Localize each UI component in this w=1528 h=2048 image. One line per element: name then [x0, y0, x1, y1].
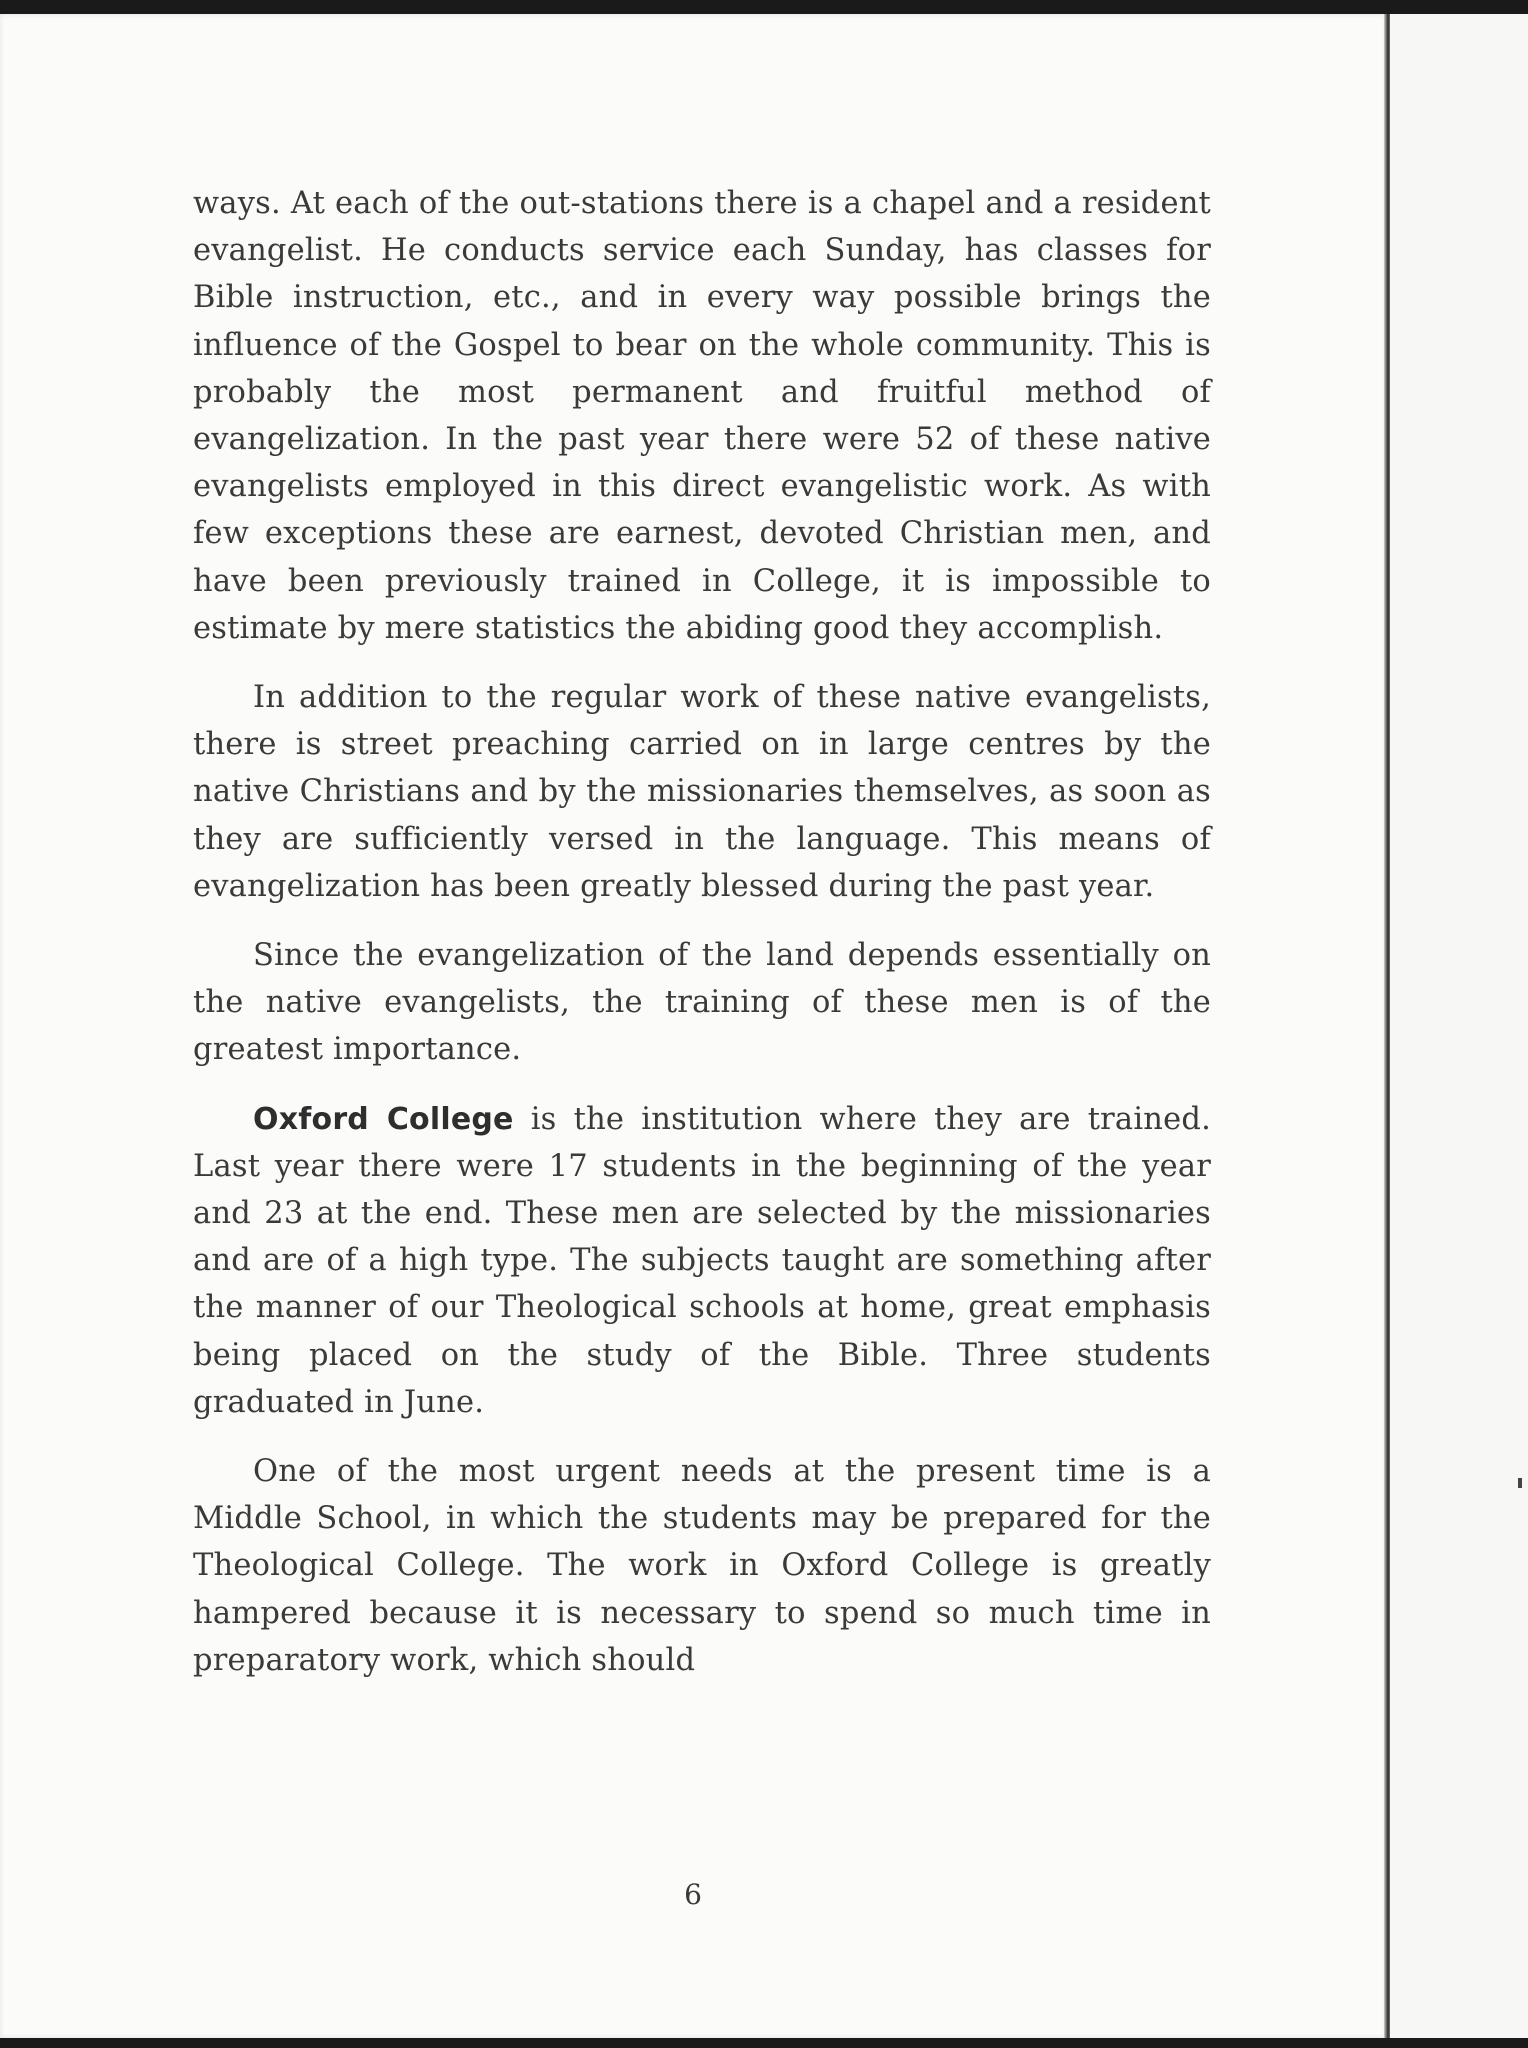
body-text	[193, 180, 1211, 1706]
edge-mark	[1518, 1478, 1522, 1488]
paragraph-text: ways. At each of the out-stations there is a chapel and a resident evangelist. He conducts service each Sunday, has classes for Bible instruction, etc., and in every way possible brings the influence of the Gospel to bear on the whole community. This is probably the most permanent and fruitful method of evangelization. In the past year there were 52 of these native evangelists employed in this direct evangelistic work. As with few exceptions these are earnest, devoted Christian men, and have been previously trained in College, it is impossible to estimate by mere statistics the abiding good they accomplish.	[193, 186, 1211, 646]
next-page-edge	[1390, 14, 1528, 2038]
paragraph-out-stations	[193, 180, 1211, 652]
paragraph-street-preaching	[193, 674, 1211, 910]
page-number: 6	[684, 1878, 702, 1911]
oxford-college-heading: Oxford College	[253, 1101, 514, 1137]
paragraph-text: is the institution where they are trained. Last year there were 17 students in the beginning of the year and 23 at the end. These men are selected by the missionaries and are of a high type. The subjects taught are something after the manner of our Theological schools at home, great emphasis being placed on the study of the Bible. Three students graduated in June.	[193, 1101, 1211, 1420]
paragraph-middle-school	[193, 1448, 1211, 1684]
paragraph-training-importance	[193, 932, 1211, 1074]
paragraph-oxford-college	[193, 1096, 1211, 1426]
paragraph-text: One of the most urgent needs at the present time is a Middle School, in which the students may be prepared for the Theological College. The work in Oxford College is greatly hampered because it is necessary to spend so much time in preparatory work, which should	[193, 1454, 1211, 1678]
paragraph-text: Since the evangelization of the land depends essentially on the native evangelists, the training of these men is of the greatest importance.	[193, 938, 1211, 1068]
paragraph-text: In addition to the regular work of these native evangelists, there is street preaching carried on in large centres by the native Christians and by the missionaries themselves, as soon as they are sufficiently versed in the language. This means of evangelization has been greatly blessed during the past year.	[193, 680, 1211, 904]
scan-bottom-edge	[0, 2038, 1528, 2048]
